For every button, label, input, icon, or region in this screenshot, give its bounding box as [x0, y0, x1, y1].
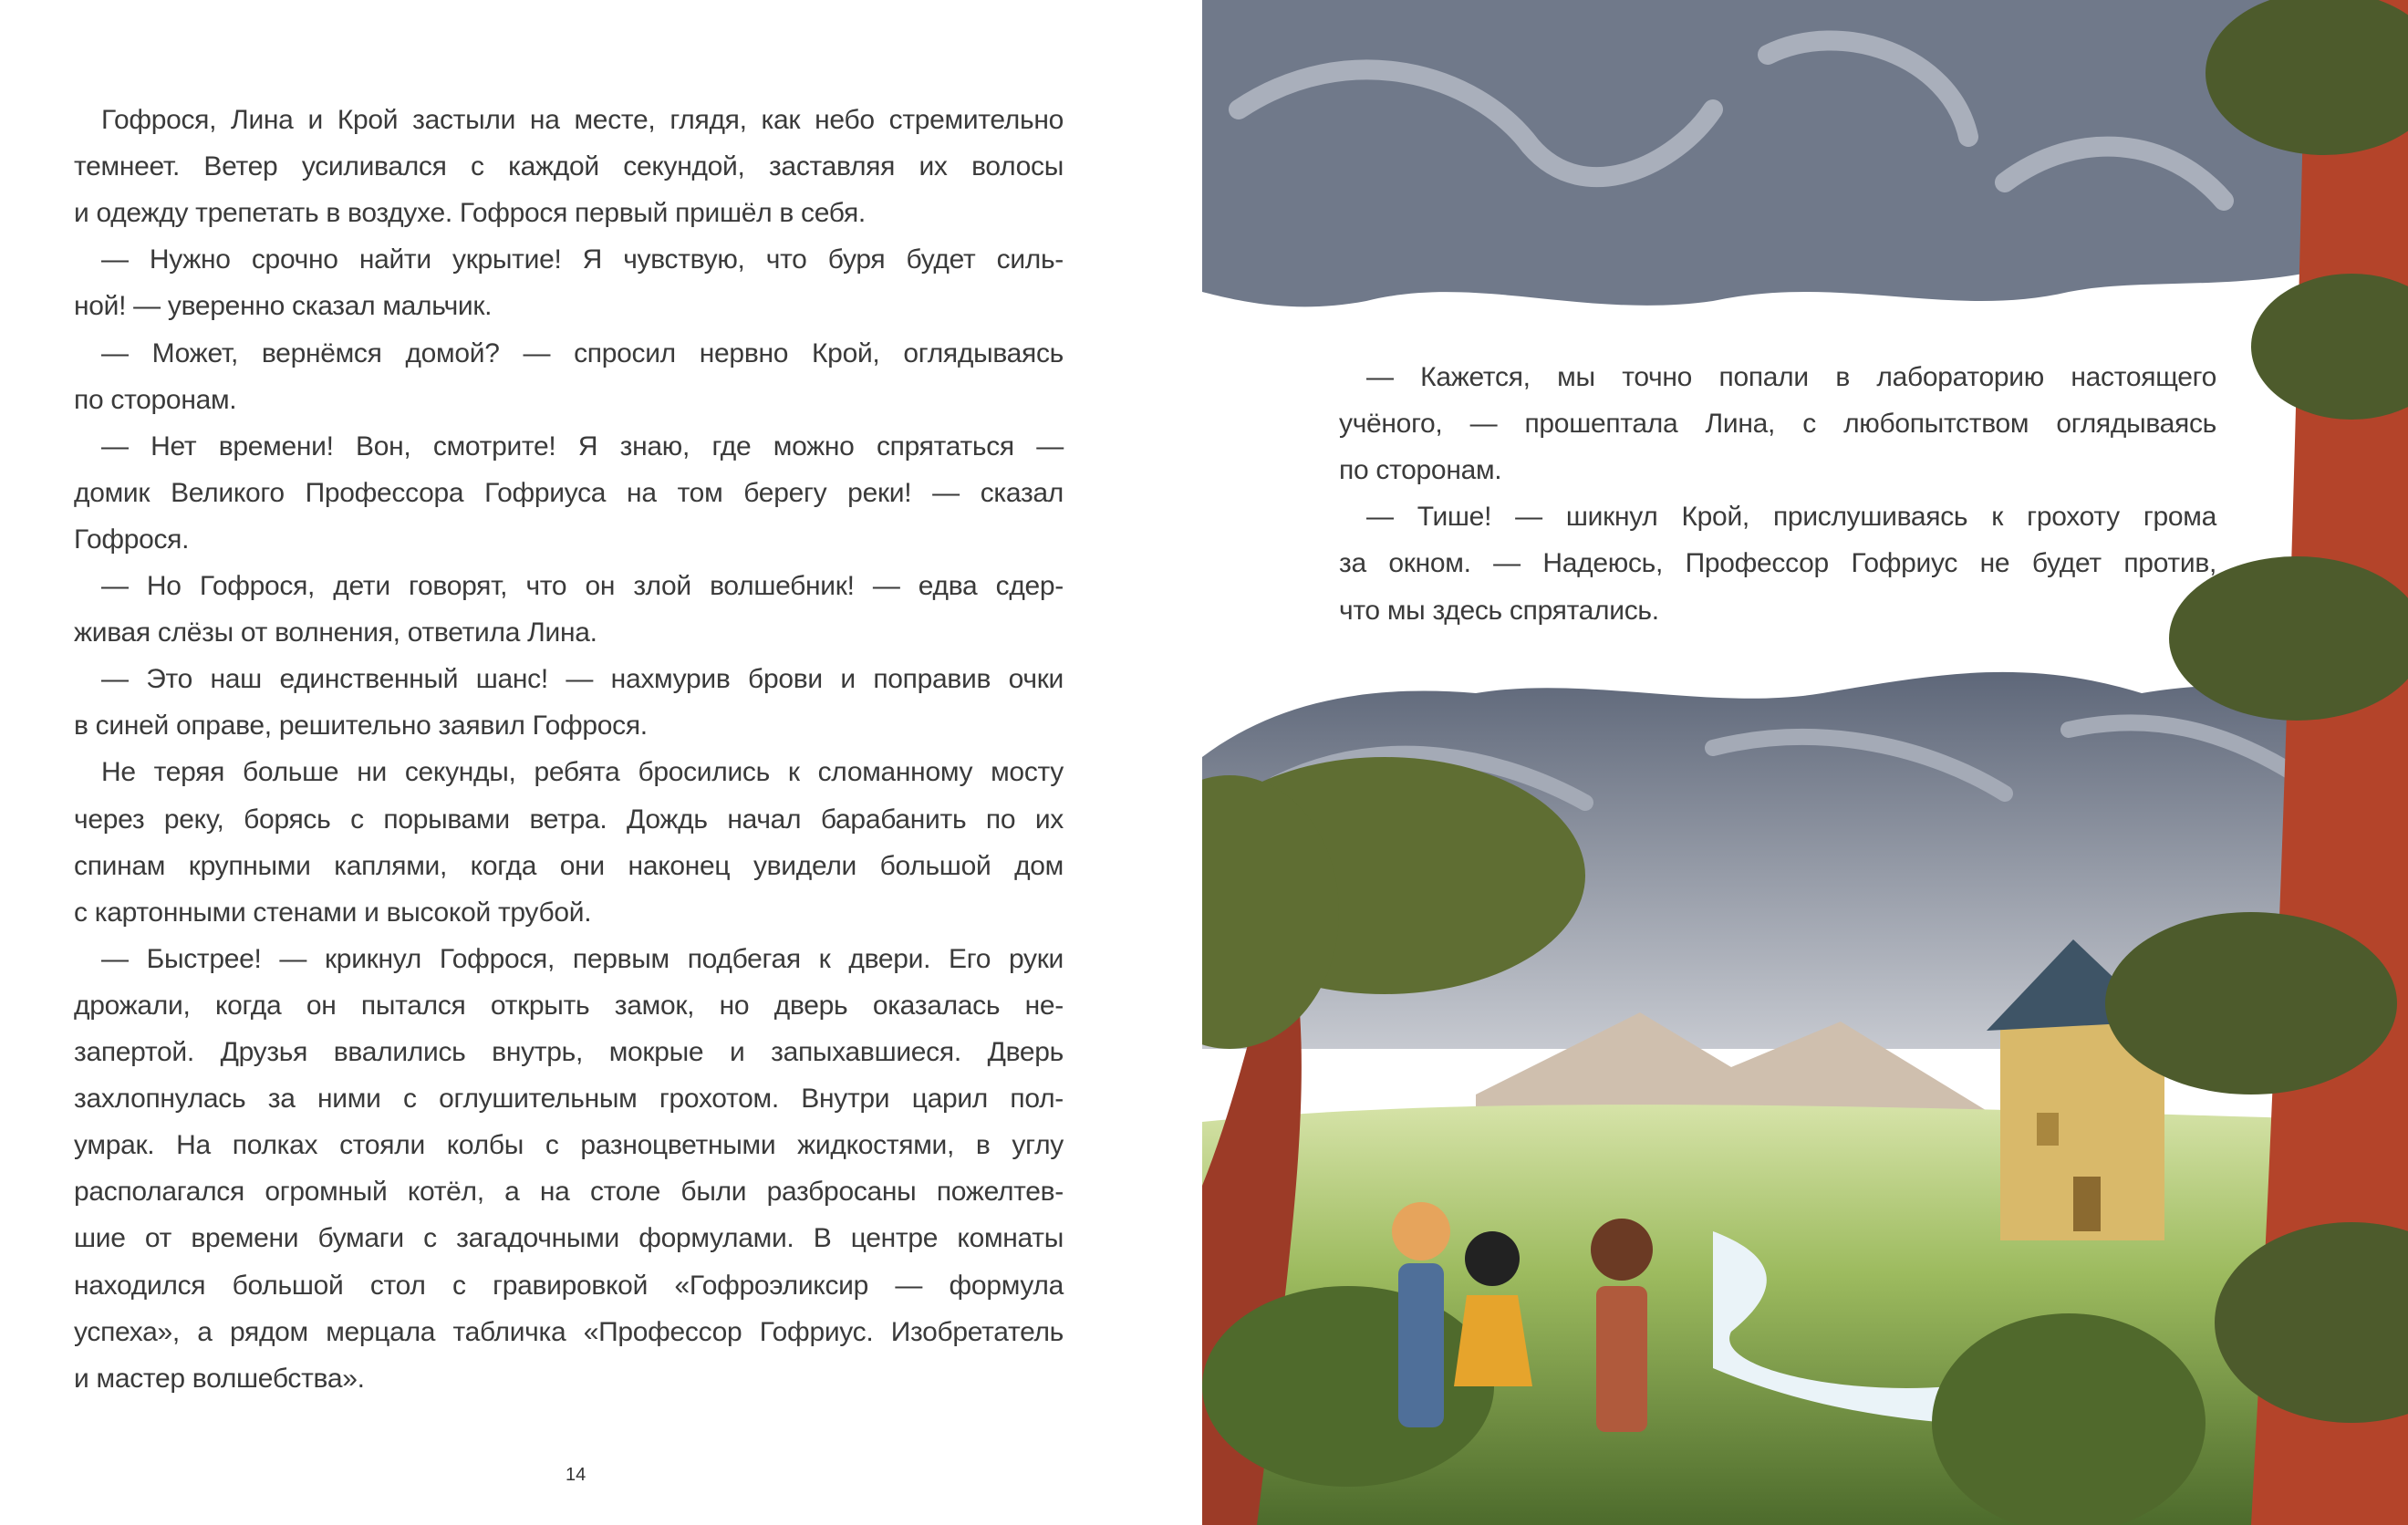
left-page: [0, 0, 1202, 1525]
text-line: — Нужно срочно найти укрытие! Я чувствую, что буря будет силь-: [101, 244, 1064, 275]
text-line: Не теряя больше ни секунды, ребята бросились к сломанному мосту: [101, 757, 1064, 788]
page-number: 14: [566, 1465, 586, 1485]
text-line: находился большой стол с гравировкой «Гофроэликсир — формула: [74, 1270, 1064, 1301]
text-line: захлопнулась за ними с оглушительным грохотом. Внутри царил пол-: [74, 1084, 1064, 1115]
text-line: спинам крупными каплями, когда они наконец увидели большой дом: [74, 850, 1064, 881]
text-line: в синей оправе, решительно заявил Гофрося.: [74, 711, 648, 742]
text-line: учёного, — прошептала Лина, с любопытством оглядываясь: [1339, 409, 2216, 440]
text-line: — Нет времени! Вон, смотрите! Я знаю, где можно спрятаться —: [101, 431, 1064, 462]
text-line: через реку, борясь с порывами ветра. Дождь начал барабанить по их: [74, 804, 1064, 835]
text-line: домик Великого Профессора Гофриуса на том берегу реки! — сказал: [74, 477, 1064, 508]
text-line: шие от времени бумаги с загадочными формулами. В центре комнаты: [74, 1223, 1064, 1254]
text-line: — Но Гофрося, дети говорят, что он злой волшебник! — едва сдер-: [101, 571, 1064, 601]
text-line: живая слёзы от волнения, ответила Лина.: [74, 617, 597, 648]
text-line: умрак. На полках стояли колбы с разноцветными жидкостями, в углу: [74, 1130, 1064, 1161]
text-line: — Кажется, мы точно попали в лабораторию настоящего: [1366, 362, 2216, 392]
text-line: и мастер волшебства».: [74, 1363, 365, 1394]
text-line: успеха», а рядом мерцала табличка «Профессор Гофриус. Изобретатель: [74, 1316, 1064, 1347]
text-line: Гофрося, Лина и Крой застыли на месте, глядя, как небо стремительно: [101, 105, 1064, 135]
text-line: что мы здесь спрятались.: [1339, 595, 1659, 626]
text-line: и одежду трепетать в воздухе. Гофрося первый пришёл в себя.: [74, 198, 866, 229]
right-page-illustration: [1202, 0, 2408, 1525]
text-line: по сторонам.: [1339, 455, 1502, 486]
text-line: — Это наш единственный шанс! — нахмурив брови и поправив очки: [101, 664, 1064, 695]
storm-landscape-illustration: [1202, 0, 2408, 1525]
text-line: с картонными стенами и высокой трубой.: [74, 897, 592, 928]
text-line: по сторонам.: [74, 384, 237, 415]
text-line: Гофрося.: [74, 524, 190, 555]
text-line: запертой. Друзья ввалились внутрь, мокрые и запыхавшиеся. Дверь: [74, 1037, 1064, 1067]
text-line: — Быстрее! — крикнул Гофрося, первым подбегая к двери. Его руки: [101, 943, 1064, 974]
text-line: ной! — уверенно сказал мальчик.: [74, 291, 493, 322]
text-line: — Может, вернёмся домой? — спросил нервно Крой, оглядываясь: [101, 337, 1064, 368]
text-line: дрожали, когда он пытался открыть замок, но дверь оказалась не-: [74, 990, 1064, 1021]
text-line: — Тише! — шикнул Крой, прислушиваясь к грохоту грома: [1366, 502, 2216, 533]
text-line: располагался огромный котёл, а на столе были разбросаны пожелтев-: [74, 1177, 1064, 1208]
text-line: темнеет. Ветер усиливался с каждой секундой, заставляя их волосы: [74, 151, 1064, 182]
text-line: за окном. — Надеюсь, Профессор Гофриус не будет против,: [1339, 548, 2216, 579]
